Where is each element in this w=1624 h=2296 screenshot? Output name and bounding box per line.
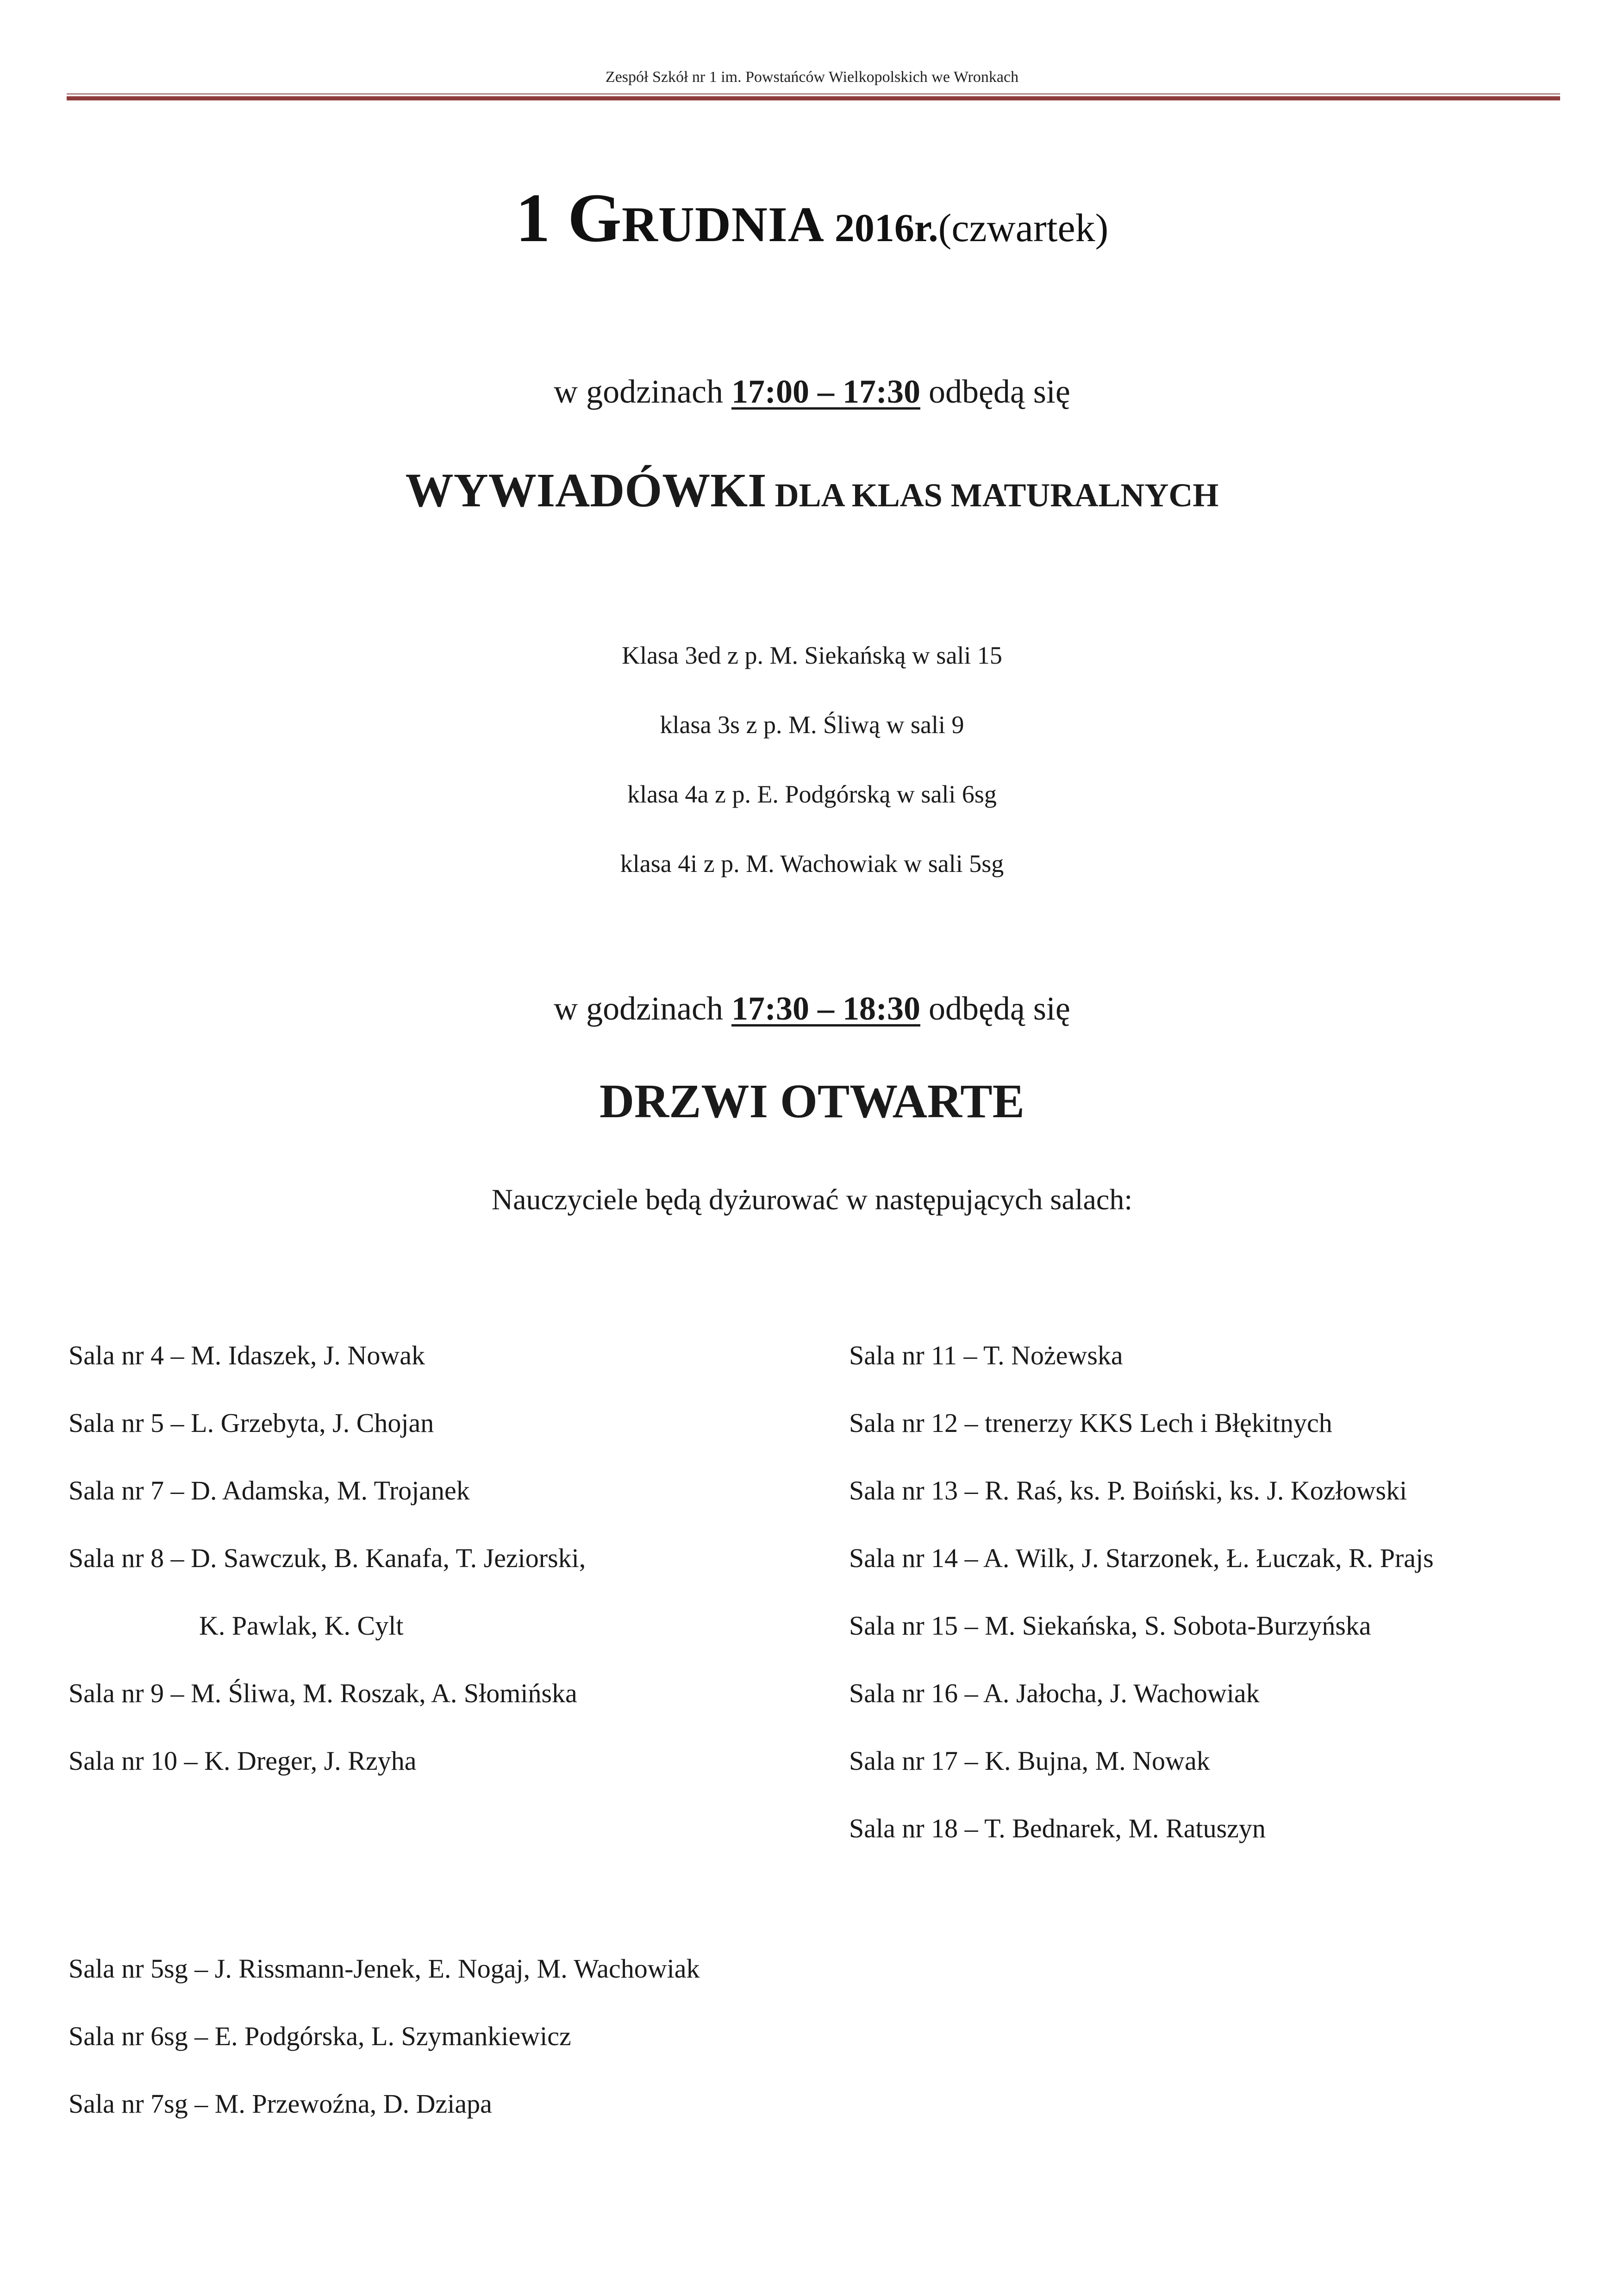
- school-name-header: Zespół Szkół nr 1 im. Powstańców Wielkopolskich we Wronkach: [605, 68, 1019, 86]
- class-meeting-item: Klasa 3ed z p. M. Siekańską w sali 15: [622, 641, 1002, 669]
- room-entry: Sala nr 11 – T. Nożewska: [849, 1340, 1123, 1370]
- header-rule-thin: [67, 93, 1560, 94]
- title-day-number: 1: [515, 180, 568, 256]
- room-entry: Sala nr 17 – K. Bujna, M. Nowak: [849, 1746, 1210, 1776]
- session1-time-suffix: odbędą się: [920, 373, 1070, 410]
- room-entry-sg: Sala nr 7sg – M. Przewoźna, D. Dziapa: [69, 2089, 492, 2119]
- page-title: [0, 178, 1624, 258]
- session1-time-prefix: w godzinach: [554, 373, 731, 410]
- session2-time-line: [0, 989, 1624, 1028]
- room-entry-continuation: K. Pawlak, K. Cylt: [199, 1611, 404, 1641]
- room-entry: Sala nr 13 – R. Raś, ks. P. Boiński, ks. J. Kozłowski: [849, 1475, 1407, 1506]
- session2-intro: Nauczyciele będą dyżurować w następujących salach:: [491, 1183, 1133, 1216]
- session2-heading: DRZWI OTWARTE: [599, 1075, 1025, 1128]
- room-entry: Sala nr 9 – M. Śliwa, M. Roszak, A. Słomińska: [69, 1678, 577, 1708]
- session2-time-suffix: odbędą się: [920, 990, 1070, 1027]
- session1-heading-sub: DLA KLAS MATURALNYCH: [766, 477, 1219, 514]
- room-entry: Sala nr 7 – D. Adamska, M. Trojanek: [69, 1475, 470, 1506]
- title-month-rest: RUDNIA: [621, 197, 835, 252]
- room-entry: Sala nr 16 – A. Jałocha, J. Wachowiak: [849, 1678, 1260, 1708]
- room-entry: Sala nr 12 – trenerzy KKS Lech i Błękitnych: [849, 1408, 1332, 1438]
- title-month-initial: G: [568, 180, 622, 256]
- class-meeting-item: klasa 3s z p. M. Śliwą w sali 9: [660, 711, 964, 739]
- room-entry: Sala nr 8 – D. Sawczuk, B. Kanafa, T. Jeziorski,: [69, 1543, 586, 1573]
- title-year: 2016r.: [834, 205, 938, 250]
- session2-time-range: 17:30 – 18:30: [731, 990, 920, 1027]
- room-entry: Sala nr 18 – T. Bednarek, M. Ratuszyn: [849, 1813, 1266, 1843]
- class-meeting-item: klasa 4a z p. E. Podgórską w sali 6sg: [627, 780, 997, 808]
- room-entry-sg: Sala nr 5sg – J. Rissmann-Jenek, E. Nogaj, M. Wachowiak: [69, 1954, 700, 1984]
- title-weekday: (czwartek): [938, 205, 1109, 250]
- room-entry: Sala nr 15 – M. Siekańska, S. Sobota-Burzyńska: [849, 1611, 1371, 1641]
- room-entry: Sala nr 4 – M. Idaszek, J. Nowak: [69, 1340, 425, 1370]
- class-meeting-item: klasa 4i z p. M. Wachowiak w sali 5sg: [620, 850, 1004, 877]
- header-rule-thick: [67, 96, 1560, 100]
- session1-time-line: [0, 373, 1624, 411]
- room-entry: Sala nr 5 – L. Grzebyta, J. Chojan: [69, 1408, 434, 1438]
- session1-time-range: 17:00 – 17:30: [731, 373, 920, 410]
- session1-heading-main: WYWIADÓWKI: [405, 464, 767, 517]
- room-entry-sg: Sala nr 6sg – E. Podgórska, L. Szymankiewicz: [69, 2021, 571, 2051]
- room-entry: Sala nr 10 – K. Dreger, J. Rzyha: [69, 1746, 417, 1776]
- room-entry: Sala nr 14 – A. Wilk, J. Starzonek, Ł. Łuczak, R. Prajs: [849, 1543, 1434, 1573]
- session1-heading: [0, 463, 1624, 518]
- session2-time-prefix: w godzinach: [554, 990, 731, 1027]
